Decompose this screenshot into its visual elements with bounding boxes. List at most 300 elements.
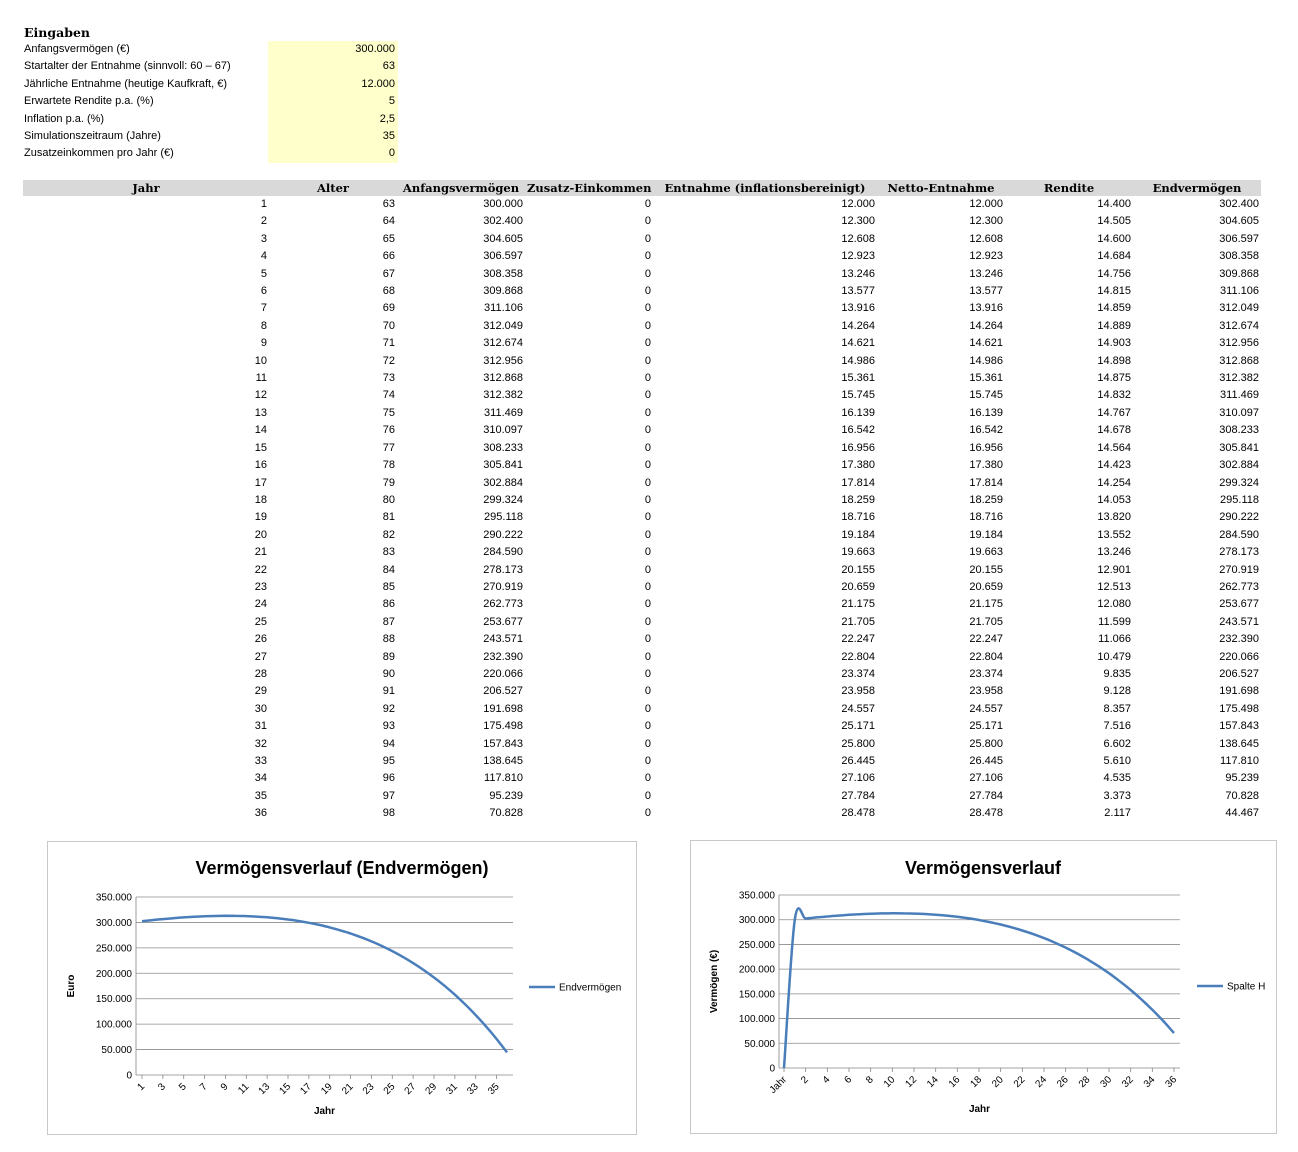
table-cell[interactable]: 12.923 xyxy=(969,250,1003,263)
table-cell[interactable]: 26 xyxy=(254,633,267,646)
table-cell[interactable]: 23.374 xyxy=(841,667,875,680)
table-cell[interactable]: 0 xyxy=(644,528,651,541)
table-cell[interactable]: 14.505 xyxy=(1097,215,1131,228)
table-cell[interactable]: 232.390 xyxy=(1219,633,1259,646)
table-cell[interactable]: 312.956 xyxy=(483,354,523,367)
table-cell[interactable]: 7 xyxy=(260,302,267,315)
table-cell[interactable]: 262.773 xyxy=(483,598,523,611)
table-cell[interactable]: 312.956 xyxy=(1219,337,1259,350)
table-cell[interactable]: 253.677 xyxy=(1219,598,1259,611)
table-cell[interactable]: 9.128 xyxy=(1103,685,1131,698)
table-cell[interactable]: 157.843 xyxy=(1219,720,1259,733)
table-cell[interactable]: 14 xyxy=(254,424,267,437)
table-cell[interactable]: 14.684 xyxy=(1097,250,1131,263)
table-cell[interactable]: 77 xyxy=(382,441,395,454)
table-cell[interactable]: 311.469 xyxy=(484,406,523,419)
table-cell[interactable]: 14.600 xyxy=(1097,232,1131,245)
table-cell[interactable]: 16.139 xyxy=(841,406,875,419)
table-cell[interactable]: 308.358 xyxy=(1219,250,1259,263)
table-cell[interactable]: 80 xyxy=(382,493,395,506)
table-cell[interactable]: 81 xyxy=(382,511,395,524)
table-cell[interactable]: 0 xyxy=(644,789,651,802)
table-cell[interactable]: 15.361 xyxy=(841,372,875,385)
table-cell[interactable]: 34 xyxy=(254,772,267,785)
table-cell[interactable]: 5.610 xyxy=(1103,755,1131,767)
table-cell[interactable]: 13.577 xyxy=(969,285,1003,298)
table-cell[interactable]: 312.868 xyxy=(1219,354,1259,367)
table-cell[interactable]: 117.810 xyxy=(484,772,523,785)
table-cell[interactable]: 284.590 xyxy=(483,546,523,559)
table-cell[interactable]: 14.889 xyxy=(1097,319,1131,332)
table-cell[interactable]: 79 xyxy=(382,476,395,489)
table-cell[interactable]: 12.923 xyxy=(841,250,875,263)
table-cell[interactable]: 27.106 xyxy=(841,772,875,785)
table-cell[interactable]: 11 xyxy=(255,372,267,385)
table-cell[interactable]: 74 xyxy=(382,389,395,402)
table-cell[interactable]: 306.597 xyxy=(483,250,523,263)
table-cell[interactable]: 19.663 xyxy=(969,546,1003,559)
table-cell[interactable]: 32 xyxy=(254,737,267,750)
table-cell[interactable]: 270.919 xyxy=(483,580,523,593)
table-cell[interactable]: 308.358 xyxy=(483,267,523,280)
table-cell[interactable]: 191.698 xyxy=(1219,685,1259,698)
table-cell[interactable]: 72 xyxy=(382,354,395,367)
table-cell[interactable]: 302.400 xyxy=(1219,198,1259,210)
table-cell[interactable]: 8 xyxy=(260,319,267,332)
table-cell[interactable]: 85 xyxy=(382,580,395,593)
table-cell[interactable]: 0 xyxy=(644,302,651,315)
table-cell[interactable]: 24.557 xyxy=(969,702,1003,715)
input-value-cell[interactable]: 5 xyxy=(268,93,398,110)
table-cell[interactable]: 16.139 xyxy=(969,406,1003,419)
table-cell[interactable]: 304.605 xyxy=(1219,215,1259,228)
table-cell[interactable]: 312.382 xyxy=(1219,372,1259,385)
table-cell[interactable]: 0 xyxy=(644,598,651,611)
table-cell[interactable]: 14.400 xyxy=(1097,198,1131,210)
table-cell[interactable]: 9 xyxy=(260,337,267,350)
table-cell[interactable]: 16.542 xyxy=(841,424,875,437)
table-cell[interactable]: 21 xyxy=(254,546,267,559)
input-value-cell[interactable]: 63 xyxy=(268,58,398,75)
table-cell[interactable]: 312.049 xyxy=(1219,302,1259,315)
table-cell[interactable]: 89 xyxy=(382,650,395,663)
input-value-cell[interactable]: 35 xyxy=(268,128,398,145)
table-cell[interactable]: 302.400 xyxy=(483,215,523,228)
table-cell[interactable]: 83 xyxy=(382,546,395,559)
table-cell[interactable]: 117.810 xyxy=(1220,755,1259,767)
table-cell[interactable]: 26.445 xyxy=(969,755,1003,767)
table-cell[interactable]: 14.254 xyxy=(1097,476,1131,489)
table-cell[interactable]: 13.246 xyxy=(969,267,1003,280)
table-cell[interactable]: 11.599 xyxy=(1098,615,1131,628)
table-cell[interactable]: 17.814 xyxy=(969,476,1003,489)
table-cell[interactable]: 36 xyxy=(254,807,267,820)
table-cell[interactable]: 88 xyxy=(382,633,395,646)
table-cell[interactable]: 25.800 xyxy=(841,737,875,750)
table-cell[interactable]: 95.239 xyxy=(489,789,523,802)
table-cell[interactable]: 33 xyxy=(254,755,267,767)
table-cell[interactable]: 93 xyxy=(382,720,395,733)
table-cell[interactable]: 311.469 xyxy=(1220,389,1259,402)
table-cell[interactable]: 15.745 xyxy=(969,389,1003,402)
table-cell[interactable]: 206.527 xyxy=(1219,667,1259,680)
table-cell[interactable]: 0 xyxy=(644,424,651,437)
table-cell[interactable]: 35 xyxy=(254,789,267,802)
table-cell[interactable]: 14.264 xyxy=(841,319,875,332)
table-cell[interactable]: 70.828 xyxy=(1225,789,1259,802)
table-cell[interactable]: 95 xyxy=(382,755,395,767)
table-cell[interactable]: 75 xyxy=(382,406,395,419)
table-cell[interactable]: 0 xyxy=(644,389,651,402)
table-cell[interactable]: 18.716 xyxy=(969,511,1003,524)
table-cell[interactable]: 10 xyxy=(254,354,267,367)
table-cell[interactable]: 17 xyxy=(254,476,267,489)
table-cell[interactable]: 278.173 xyxy=(483,563,523,576)
table-cell[interactable]: 17.814 xyxy=(841,476,875,489)
table-cell[interactable]: 138.645 xyxy=(1219,737,1259,750)
table-cell[interactable]: 76 xyxy=(382,424,395,437)
table-cell[interactable]: 290.222 xyxy=(1219,511,1259,524)
table-cell[interactable]: 9.835 xyxy=(1103,667,1131,680)
table-cell[interactable]: 2.117 xyxy=(1104,807,1131,820)
table-cell[interactable]: 17.380 xyxy=(969,459,1003,472)
table-cell[interactable]: 82 xyxy=(382,528,395,541)
table-cell[interactable]: 12.080 xyxy=(1097,598,1131,611)
table-cell[interactable]: 25 xyxy=(254,615,267,628)
table-cell[interactable]: 14.875 xyxy=(1097,372,1131,385)
table-cell[interactable]: 67 xyxy=(382,267,395,280)
table-cell[interactable]: 310.097 xyxy=(483,424,523,437)
table-cell[interactable]: 14.767 xyxy=(1097,406,1131,419)
table-cell[interactable]: 10.479 xyxy=(1097,650,1131,663)
table-cell[interactable]: 94 xyxy=(382,737,395,750)
table-cell[interactable]: 0 xyxy=(644,546,651,559)
table-cell[interactable]: 0 xyxy=(644,702,651,715)
table-cell[interactable]: 15.361 xyxy=(969,372,1003,385)
table-cell[interactable]: 27.784 xyxy=(969,789,1003,802)
table-cell[interactable]: 96 xyxy=(382,772,395,785)
table-cell[interactable]: 0 xyxy=(644,667,651,680)
table-cell[interactable]: 15.745 xyxy=(841,389,875,402)
table-cell[interactable]: 262.773 xyxy=(1219,580,1259,593)
table-cell[interactable]: 0 xyxy=(644,615,651,628)
input-value-cell[interactable]: 12.000 xyxy=(268,76,398,93)
table-cell[interactable]: 243.571 xyxy=(483,633,523,646)
table-cell[interactable]: 13.916 xyxy=(841,302,875,315)
chart-endvermoegen[interactable] xyxy=(47,841,637,1135)
table-cell[interactable]: 0 xyxy=(644,720,651,733)
table-cell[interactable]: 3 xyxy=(260,232,267,245)
table-cell[interactable]: 92 xyxy=(382,702,395,715)
table-cell[interactable]: 12 xyxy=(254,389,267,402)
table-cell[interactable]: 23.958 xyxy=(841,685,875,698)
table-cell[interactable]: 44.467 xyxy=(1225,807,1259,820)
table-cell[interactable]: 270.919 xyxy=(1219,563,1259,576)
table-cell[interactable]: 0 xyxy=(644,459,651,472)
table-cell[interactable]: 12.608 xyxy=(969,232,1003,245)
table-cell[interactable]: 206.527 xyxy=(483,685,523,698)
table-cell[interactable]: 21.175 xyxy=(969,598,1003,611)
table-cell[interactable]: 87 xyxy=(382,615,395,628)
table-cell[interactable]: 21.705 xyxy=(969,615,1003,628)
table-cell[interactable]: 1 xyxy=(260,198,267,210)
table-cell[interactable]: 19.184 xyxy=(841,528,875,541)
table-cell[interactable]: 175.498 xyxy=(483,720,523,733)
table-cell[interactable]: 311.106 xyxy=(484,302,523,315)
table-cell[interactable]: 7.516 xyxy=(1103,720,1131,733)
table-cell[interactable]: 0 xyxy=(644,633,651,646)
table-cell[interactable]: 302.884 xyxy=(483,476,523,489)
table-cell[interactable]: 20.155 xyxy=(969,563,1003,576)
table-cell[interactable]: 27.784 xyxy=(841,789,875,802)
table-cell[interactable]: 0 xyxy=(644,372,651,385)
table-cell[interactable]: 13.246 xyxy=(841,267,875,280)
table-cell[interactable]: 63 xyxy=(382,198,395,210)
table-cell[interactable]: 14.621 xyxy=(841,337,875,350)
table-cell[interactable]: 21.705 xyxy=(841,615,875,628)
table-cell[interactable]: 64 xyxy=(382,215,395,228)
table-cell[interactable]: 22.804 xyxy=(969,650,1003,663)
table-cell[interactable]: 16.956 xyxy=(841,441,875,454)
chart-vermoegensverlauf[interactable] xyxy=(690,840,1277,1134)
table-cell[interactable]: 23 xyxy=(254,580,267,593)
table-cell[interactable]: 14.986 xyxy=(841,354,875,367)
table-cell[interactable]: 14.621 xyxy=(969,337,1003,350)
table-cell[interactable]: 0 xyxy=(644,755,651,767)
table-cell[interactable]: 312.382 xyxy=(483,389,523,402)
table-cell[interactable]: 29 xyxy=(254,685,267,698)
table-cell[interactable]: 300.000 xyxy=(483,198,523,210)
table-cell[interactable]: 24.557 xyxy=(841,702,875,715)
table-cell[interactable]: 309.868 xyxy=(483,285,523,298)
table-cell[interactable]: 295.118 xyxy=(484,511,523,524)
table-cell[interactable]: 312.049 xyxy=(483,319,523,332)
x-tick-label: 13 xyxy=(256,1081,273,1097)
table-cell[interactable]: 312.674 xyxy=(1219,319,1259,332)
table-cell[interactable]: 0 xyxy=(644,215,651,228)
table-cell[interactable]: 157.843 xyxy=(483,737,523,750)
table-cell[interactable]: 290.222 xyxy=(483,528,523,541)
table-cell[interactable]: 0 xyxy=(644,319,651,332)
table-cell[interactable]: 18 xyxy=(254,493,267,506)
table-cell[interactable]: 4 xyxy=(260,250,267,263)
table-cell[interactable]: 28 xyxy=(254,667,267,680)
table-cell[interactable]: 25.171 xyxy=(841,720,875,733)
table-cell[interactable]: 26.445 xyxy=(841,755,875,767)
table-cell[interactable]: 14.815 xyxy=(1097,285,1131,298)
table-cell[interactable]: 11.066 xyxy=(1098,633,1131,646)
table-cell[interactable]: 253.677 xyxy=(483,615,523,628)
table-cell[interactable]: 138.645 xyxy=(483,755,523,767)
table-cell[interactable]: 312.868 xyxy=(483,372,523,385)
table-cell[interactable]: 98 xyxy=(382,807,395,820)
table-cell[interactable]: 14.756 xyxy=(1097,267,1131,280)
table-cell[interactable]: 299.324 xyxy=(1219,476,1259,489)
table-cell[interactable]: 232.390 xyxy=(483,650,523,663)
table-cell[interactable]: 20 xyxy=(254,528,267,541)
table-cell[interactable]: 299.324 xyxy=(483,493,523,506)
input-value-cell[interactable]: 2,5 xyxy=(268,111,398,128)
table-cell[interactable]: 243.571 xyxy=(1219,615,1259,628)
table-cell[interactable]: 66 xyxy=(382,250,395,263)
table-cell[interactable]: 0 xyxy=(644,563,651,576)
table-cell[interactable]: 0 xyxy=(644,285,651,298)
table-cell[interactable]: 28.478 xyxy=(841,807,875,820)
table-cell[interactable]: 70.828 xyxy=(489,807,523,820)
table-cell[interactable]: 309.868 xyxy=(1219,267,1259,280)
table-cell[interactable]: 22.247 xyxy=(969,633,1003,646)
table-cell[interactable]: 25.171 xyxy=(969,720,1003,733)
table-cell[interactable]: 13 xyxy=(254,406,267,419)
table-cell[interactable]: 305.841 xyxy=(1219,441,1259,454)
table-cell[interactable]: 18.259 xyxy=(969,493,1003,506)
table-cell[interactable]: 14.832 xyxy=(1097,389,1131,402)
table-cell[interactable]: 12.901 xyxy=(1097,563,1131,576)
table-cell[interactable]: 12.300 xyxy=(969,215,1003,228)
table-cell[interactable]: 23.958 xyxy=(969,685,1003,698)
table-cell[interactable]: 0 xyxy=(644,250,651,263)
table-cell[interactable]: 23.374 xyxy=(969,667,1003,680)
table-cell[interactable]: 90 xyxy=(382,667,395,680)
table-cell[interactable]: 13.577 xyxy=(841,285,875,298)
table-cell[interactable]: 311.106 xyxy=(1220,285,1259,298)
table-cell[interactable]: 24 xyxy=(254,598,267,611)
table-cell[interactable]: 191.698 xyxy=(483,702,523,715)
table-cell[interactable]: 6.602 xyxy=(1103,737,1131,750)
table-cell[interactable]: 0 xyxy=(644,441,651,454)
table-cell[interactable]: 86 xyxy=(382,598,395,611)
table-cell[interactable]: 0 xyxy=(644,772,651,785)
table-cell[interactable]: 0 xyxy=(644,232,651,245)
input-value-cell[interactable]: 0 xyxy=(268,145,398,162)
table-cell[interactable]: 20.659 xyxy=(969,580,1003,593)
table-cell[interactable]: 295.118 xyxy=(1220,493,1259,506)
table-cell[interactable]: 91 xyxy=(382,685,395,698)
table-cell[interactable]: 284.590 xyxy=(1219,528,1259,541)
table-cell[interactable]: 14.264 xyxy=(969,319,1003,332)
table-cell[interactable]: 12.000 xyxy=(969,198,1003,210)
table-cell[interactable]: 0 xyxy=(644,737,651,750)
table-cell[interactable]: 0 xyxy=(644,198,651,210)
table-cell[interactable]: 28.478 xyxy=(969,807,1003,820)
table-cell[interactable]: 71 xyxy=(382,337,395,350)
table-cell[interactable]: 30 xyxy=(254,702,267,715)
table-cell[interactable]: 78 xyxy=(382,459,395,472)
table-cell[interactable]: 14.898 xyxy=(1097,354,1131,367)
table-cell[interactable]: 19 xyxy=(254,511,267,524)
table-cell[interactable]: 310.097 xyxy=(1219,406,1259,419)
table-cell[interactable]: 27 xyxy=(254,650,267,663)
table-cell[interactable]: 302.884 xyxy=(1219,459,1259,472)
table-cell[interactable]: 13.552 xyxy=(1097,528,1131,541)
table-cell[interactable]: 0 xyxy=(644,476,651,489)
table-cell[interactable]: 306.597 xyxy=(1219,232,1259,245)
table-cell[interactable]: 16 xyxy=(254,459,267,472)
table-cell[interactable]: 20.155 xyxy=(841,563,875,576)
table-cell[interactable]: 70 xyxy=(382,319,395,332)
table-cell[interactable]: 0 xyxy=(644,580,651,593)
table-cell[interactable]: 12.513 xyxy=(1097,580,1131,593)
table-cell[interactable]: 69 xyxy=(382,302,395,315)
table-cell[interactable]: 175.498 xyxy=(1219,702,1259,715)
table-cell[interactable]: 19.184 xyxy=(969,528,1003,541)
table-cell[interactable]: 0 xyxy=(644,406,651,419)
table-cell[interactable]: 25.800 xyxy=(969,737,1003,750)
table-cell[interactable]: 15 xyxy=(254,441,267,454)
table-cell[interactable]: 0 xyxy=(644,650,651,663)
x-tick-label: 11 xyxy=(236,1081,252,1097)
table-cell[interactable]: 3.373 xyxy=(1103,789,1131,802)
table-cell[interactable]: 14.678 xyxy=(1097,424,1131,437)
table-cell[interactable]: 2 xyxy=(260,215,267,228)
table-cell[interactable]: 4.535 xyxy=(1103,772,1131,785)
table-cell[interactable]: 68 xyxy=(382,285,395,298)
table-cell[interactable]: 12.000 xyxy=(841,198,875,210)
table-cell[interactable]: 14.859 xyxy=(1097,302,1131,315)
table-cell[interactable]: 0 xyxy=(644,337,651,350)
table-cell[interactable]: 18.259 xyxy=(841,493,875,506)
table-cell[interactable]: 14.903 xyxy=(1097,337,1131,350)
table-cell[interactable]: 16.956 xyxy=(969,441,1003,454)
table-cell[interactable]: 0 xyxy=(644,685,651,698)
table-cell[interactable]: 220.066 xyxy=(1219,650,1259,663)
table-cell[interactable]: 17.380 xyxy=(841,459,875,472)
table-cell[interactable]: 14.423 xyxy=(1097,459,1131,472)
table-cell[interactable]: 12.300 xyxy=(841,215,875,228)
x-tick-label: 2 xyxy=(799,1074,811,1087)
table-cell[interactable]: 84 xyxy=(382,563,395,576)
table-cell[interactable]: 0 xyxy=(644,354,651,367)
table-cell[interactable]: 312.674 xyxy=(483,337,523,350)
table-cell[interactable]: 22.247 xyxy=(841,633,875,646)
table-cell[interactable]: 8.357 xyxy=(1103,702,1131,715)
table-cell[interactable]: 308.233 xyxy=(483,441,523,454)
table-cell[interactable]: 305.841 xyxy=(483,459,523,472)
table-cell[interactable]: 73 xyxy=(382,372,395,385)
table-cell[interactable]: 0 xyxy=(644,493,651,506)
table-cell[interactable]: 22 xyxy=(254,563,267,576)
table-cell[interactable]: 220.066 xyxy=(483,667,523,680)
table-cell[interactable]: 14.564 xyxy=(1097,441,1131,454)
table-cell[interactable]: 0 xyxy=(644,807,651,820)
table-cell[interactable]: 31 xyxy=(254,720,267,733)
table-cell[interactable]: 20.659 xyxy=(841,580,875,593)
table-cell[interactable]: 22.804 xyxy=(841,650,875,663)
table-cell[interactable]: 65 xyxy=(382,232,395,245)
table-cell[interactable]: 12.608 xyxy=(841,232,875,245)
table-cell[interactable]: 13.246 xyxy=(1097,546,1131,559)
table-cell[interactable]: 278.173 xyxy=(1219,546,1259,559)
table-cell[interactable]: 97 xyxy=(382,789,395,802)
table-cell[interactable]: 6 xyxy=(260,285,267,298)
table-cell[interactable]: 21.175 xyxy=(841,598,875,611)
table-cell[interactable]: 5 xyxy=(260,267,267,280)
table-cell[interactable]: 16.542 xyxy=(969,424,1003,437)
table-cell[interactable]: 18.716 xyxy=(841,511,875,524)
table-cell[interactable]: 13.820 xyxy=(1097,511,1131,524)
table-cell[interactable]: 95.239 xyxy=(1225,772,1259,785)
table-cell[interactable]: 304.605 xyxy=(483,232,523,245)
table-cell[interactable]: 308.233 xyxy=(1219,424,1259,437)
table-cell[interactable]: 14.053 xyxy=(1097,493,1131,506)
table-cell[interactable]: 0 xyxy=(644,511,651,524)
table-cell[interactable]: 14.986 xyxy=(969,354,1003,367)
table-cell[interactable]: 27.106 xyxy=(969,772,1003,785)
table-cell[interactable]: 19.663 xyxy=(841,546,875,559)
table-cell[interactable]: 13.916 xyxy=(969,302,1003,315)
table-cell[interactable]: 0 xyxy=(644,267,651,280)
input-value-cell[interactable]: 300.000 xyxy=(268,41,398,58)
